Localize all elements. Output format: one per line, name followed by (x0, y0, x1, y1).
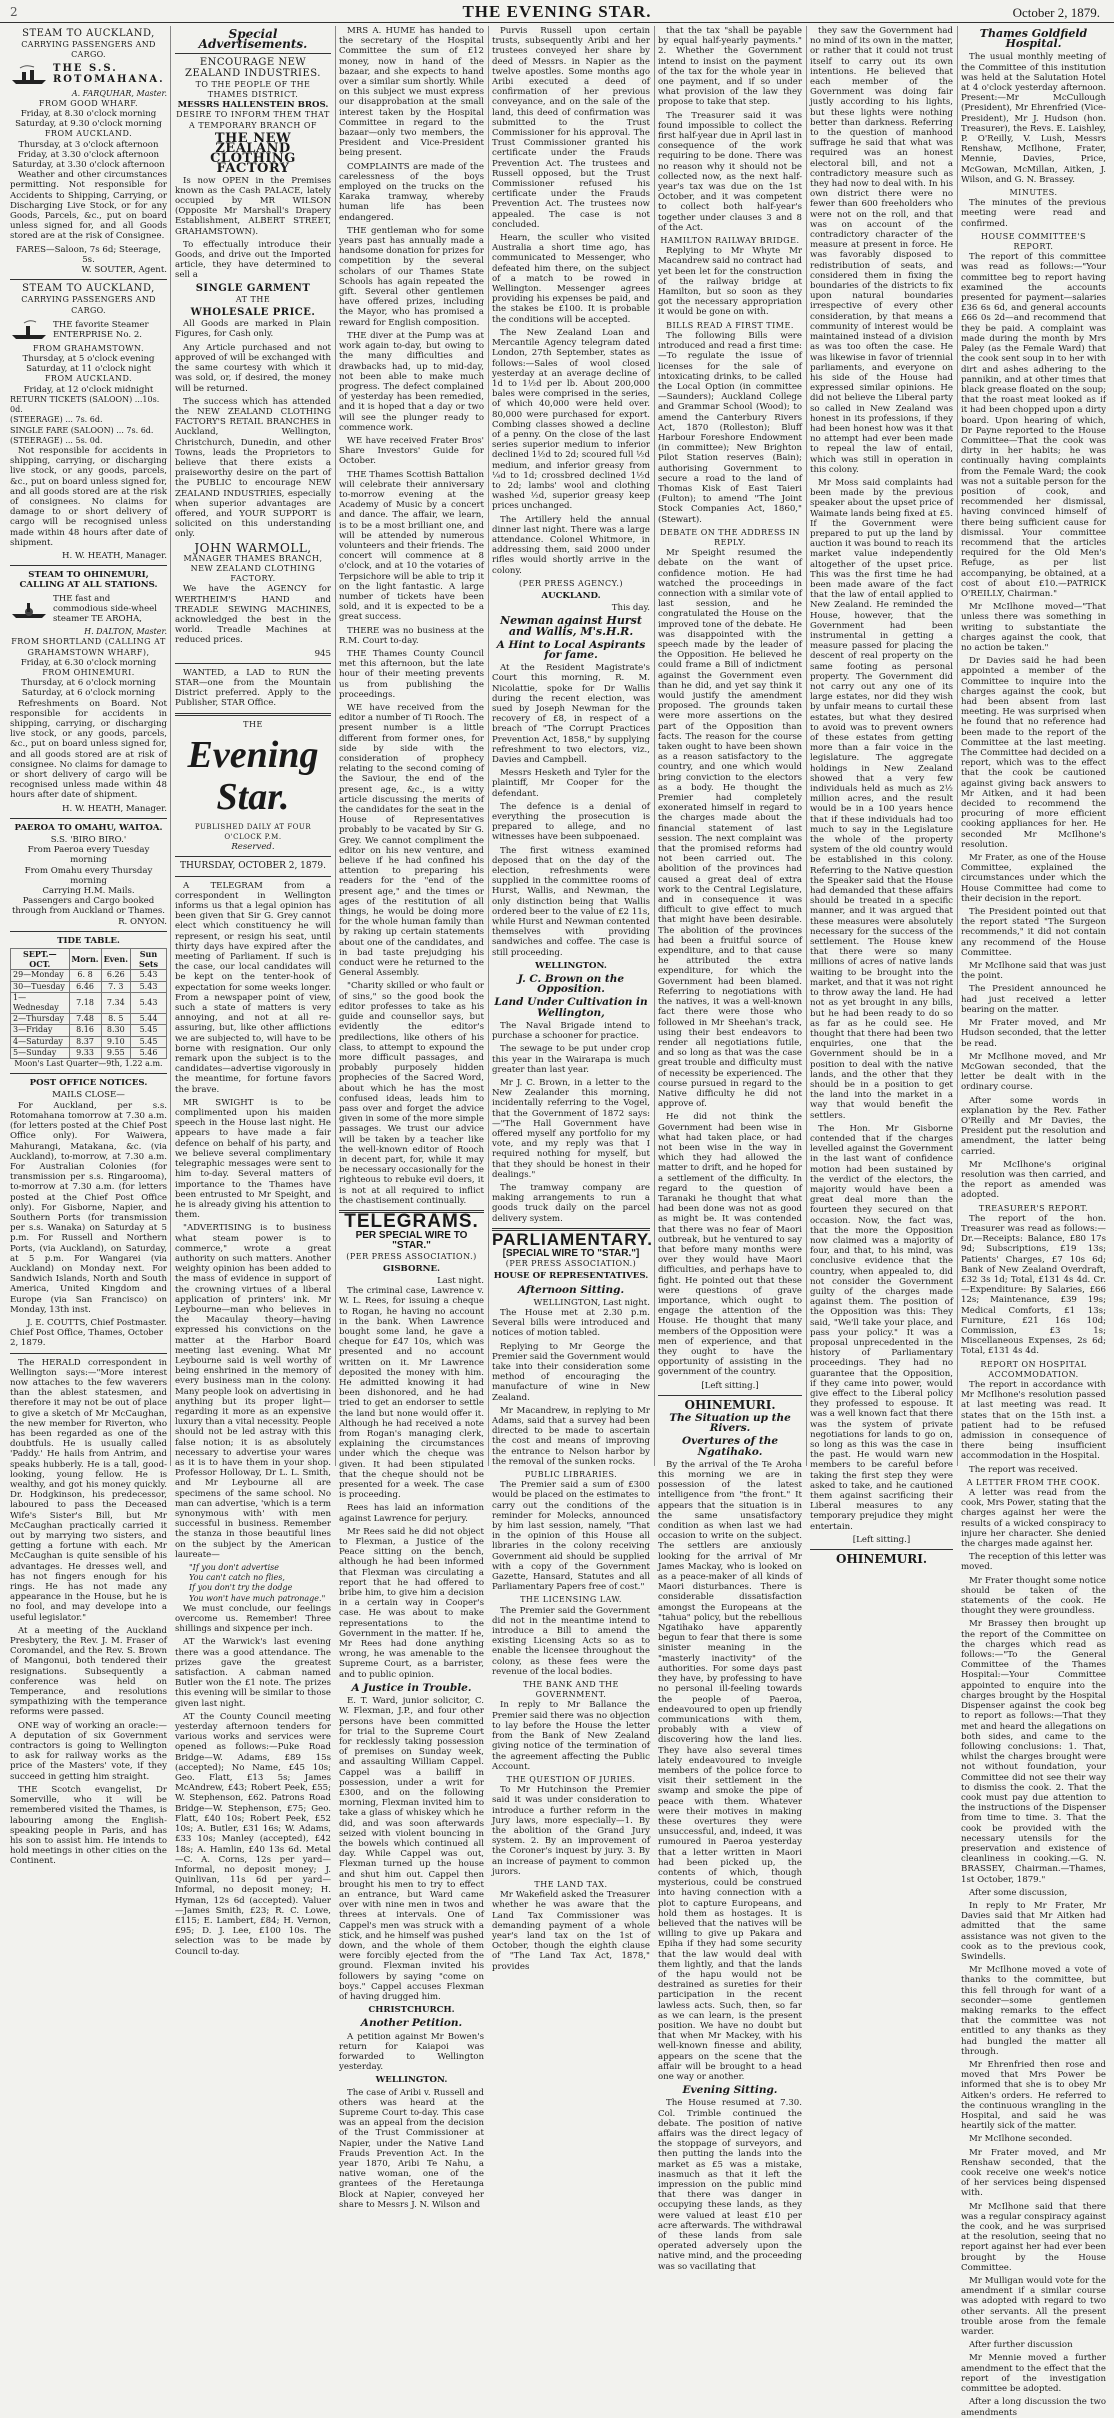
ad-title: PAEROA TO OMAHU, WAITOA. (14, 822, 163, 833)
tide-header: SEPT.—OCT. (11, 949, 70, 970)
tide-table-title: TIDE TABLE. (57, 935, 120, 946)
dateline-time: WELLINGTON, Last night. (533, 1297, 650, 1308)
tide-cell: 5—Sunday (11, 1047, 70, 1058)
divider (10, 818, 167, 819)
topic-heading: MINUTES. (1009, 188, 1058, 198)
article-heading: J. C. Brown on the Opposition. (517, 973, 625, 996)
tide-cell: 5.46 (131, 1047, 167, 1058)
tide-row (11, 1014, 167, 1025)
topic-heading: TREASURER'S REPORT. (978, 1203, 1089, 1213)
parliamentary-subheading: [SPECIAL WIRE TO "STAR."] (502, 1247, 640, 1259)
tide-cell: 5.45 (131, 1036, 167, 1047)
ship-block (10, 594, 167, 625)
article-paragraph: After further discussion (969, 2340, 1073, 2351)
topic-heading: HOUSE COMMITTEE'S REPORT. (980, 231, 1087, 252)
post-office-title: POST OFFICE NOTICES. (29, 1078, 148, 1089)
article-paragraph: Mr Moss said complaints had been made by the previous speaker about the upset price of Waimate lands being fixed at £5. If the Government were prepared to put up the land by auction it was bound to reach its market value independently altogether of the upset price. This was the first time he had been made aware of the fact that the law of entail applied to New Zealand. He reminded the House, however, that the Government had been instrumental in getting a measure passed for placing the descent of real property on the same footing as personal property. The Government did not carry out any one of its large estates, nor did they wish by unfair means to curtail these estates, but what they desired to avoid was to prevent owners of these estates from getting more than a fair voice in the legislature. The aggregate holdings in New Zealand showed that a very few individuals held as much as 2½ million acres, and the result would be in a 100 years hence that if these individuals had too much to say in the Legislature the whole of the property system of the old country would be established in this colony. Referring to the Native question the Speaker said that the House had demanded that these affairs should be treated in a specific manner, and it was argued that these measures were absolutely necessary for the success of the settlement. The House knew that there were so many millions of acres of native lands waiting to be brought into the market, and that it was not right to throw away the land. He had not as yet brought in any bills, but he had been ready to do so as far as he could see. He thought that there had been two enquiries, one that the Government should be in a position to deal with the native lands, and the other that they should be in a position to get the land into the market in a way that would benefit the settlers. (810, 477, 954, 1121)
article-paragraph: Mr Mennie moved a further amendment to the effect that the report of the investigation committee be adopted. (961, 2353, 1106, 2395)
tide-cell: 5.43 (131, 981, 167, 992)
article-paragraph: Mr Ehrenfried then rose and moved that Mrs Power be informed that she is to obey Mr Aitken's orders. He referred to the continuous wrangling in the Hospital, and said he was heartily sick of the matter. (961, 2060, 1106, 2132)
article-paragraph: Mr McIlhone said that there was a regular conspiracy against the cook, and he was surprised at the resolution, seeing that no report against her had ever been brought by the House Committee. (961, 2201, 1106, 2273)
article-paragraph: Mr Macandrew, in replying to Mr Adams, said that a survey had been directed to be made to ascertain the cost and means of improving the entrance to Nelson harbor by the removal of the sunken rocks. (492, 1405, 650, 1467)
article-paragraph: The criminal case, Lawrence v. W. L. Rees, for issuing a cheque to Rogan, he having no account in the bank. When Lawrence bought some land, he gave a cheque for £47 10s, which was presented and no account written on it. Mr Lawrence deposited the money with him. He admitted knowing it had been dishonored, and he had tried to get an endorser to settle the land but none would offer it. Although he had received a note from Rogan's managing clerk, explaining the circumstances under which the cheque was given. It had been stipulated that the cheque should not be presented for a week. The case is proceeding. (339, 1286, 484, 1501)
tide-header: Even. (101, 949, 130, 970)
tide-cell: 7.34 (101, 992, 130, 1013)
article-paragraph: Mr Frater moved, and Mr Hudson seconded, that the letter be read. (961, 1018, 1106, 1049)
ad-factory-name: THE NEW ZEALAND CLOTHING FACTORY (210, 130, 296, 177)
ad-body: Any Article purchased and not approved of will be exchanged with the same courtesy with which it was sold, or, if desired, the money will be returned. (175, 342, 331, 394)
postmaster: J. E. COUTTS, Chief Postmaster. (27, 1317, 167, 1328)
departure-heading: FROM OHINEMURI. (42, 667, 135, 677)
article-paragraph: At a meeting of the Auckland Presbytery, the Rev. J. M. Fraser of Coromandel, and the Rev. S. Brown of Mangonui, both tendered their resignations. Subsequently a conference was held on Temperance, and resolutions sympathizing with the temperance reforms were passed. (10, 1625, 167, 1718)
tide-row (11, 992, 167, 1013)
departure-heading: FROM GRAHAMSTOWN. (32, 343, 145, 353)
ad-manager-title: MANAGER THAMES BRANCH, NEW ZEALAND CLOTHING FACTORY. (183, 553, 323, 584)
article-paragraph: The following Bills were introduced and read a first time:—To regulate the issue of licenses for the sale of intoxicating drinks, to be called the Local Option (in committee—Saunders); Auckland College and Grammar School (Wood); to amend the Canterbury Rivers Act, 1870 (Rolleston); Bluff Harbour Foreshore Endowment (in committee); New Brighton Pilot Station reserves (Bain); authorising Government to secure a road to the land of Thomas Kisk of East Taieri (Fulton); to amend "The Joint Stock Companies Act, 1860," (Stewart). (658, 330, 802, 525)
ad-signature: R. ONYON. (118, 916, 167, 927)
paddle-steamer-icon (10, 598, 48, 620)
divider (10, 931, 167, 932)
column-divider (488, 26, 489, 1466)
page-number: 2 (10, 5, 18, 19)
article-paragraph: The Premier said the Government did not in the meantime intend to introduce a Bill to amend the existing Licensing Acts so as to enable the licensee throughout the colony, as these fees were the revenue of the local bodies. (492, 1605, 650, 1677)
article-paragraph: The President pointed out that the report stated "The Surgeon recommends," it did not contain any recommend of the House Committee. (961, 907, 1106, 958)
article-paragraph: The Premier said a sum of £300 would be placed on the estimates to carry out the conditions of the reminder for Molecks, announced by him last session, namely, "That in the opinion of this House all libraries in the colony receiving Government aid should be supplied with a copy of the Government Gazette, Hansard, Statutes and all Parliamentary Papers free of cost." (492, 1480, 650, 1593)
tide-cell: 2—Thursday (11, 1014, 70, 1025)
telegrams-heading: TELEGRAMS. (344, 1210, 479, 1232)
departure-times: Thursday, at 5 o'clock evening Saturday, at 11 o'clock night (22, 354, 155, 375)
column-3 (339, 26, 484, 2210)
ship-name: THE fast and commodious side-wheel steamer TE AROHA, (53, 593, 158, 624)
article-paragraph: THE Thames County Council met this afternoon, but the late hour of their meeting prevents us from publishing the proceedings. (339, 648, 484, 700)
ad-body: Not responsible for accidents in shipping, carrying, or discharging live stock, or any goods, parcels, &c., put on board unless signed for, and all goods stored are at the risk of consignees. No claims for damage to or short delivery of cargo will be recognised unless made within 48 hours after date of shipment. (10, 445, 167, 548)
article-paragraph: A TELEGRAM from a correspondent in Wellington informs us that a legal opinion has been given that Sir G. Grey cannot elect which constituency he will represent, or resign his seat, until thirty days have expired after the meeting of Parliament. If such is the case, our local candidates will be kept on the tenter-hook of expectation for some weeks longer. From a newspaper point of view, such a state of matters is very annoying, and not at all re-assuring, but, like other afflictions we are subjected to, will have to be borne with resignation. Our only remark upon the subject is to the candidates—advertise vigorously in the meantime, for fortune favors the brave. (175, 880, 331, 1095)
topic-heading: THE LAND TAX. (534, 1879, 608, 1889)
article-paragraph: Mr McIlhone said that was just the point. (961, 961, 1106, 982)
article-paragraph: The House resumed at 7.30. Col. Trimble continued the debate. The position of native affairs was the direct legacy of the stoppage of surveyors, and then putting the lands into the market as £5 was a mistake, inasmuch as that it left the impression on the public mind that there was danger in occupying these lands, as they were valued at least £10 per acre afterwards. The withdrawal of these lands from sale operated adversely upon the native mind, and the proceeding was so vacillating that (658, 2098, 802, 2272)
article-heading: Land Under Cultivation in Wellington, (494, 996, 648, 1019)
article-paragraph: Purvis Russell upon certain trusts, subsequently Aribi and her trustees conveyed her share by deed of Messrs. in Napier as the twelve apostles. Some months ago Aribi executed a deed of confirmation of her previous conveyance, and on the sale of the land, this deed of confirmation was submitted to the Trust Commissioner for his approval. The Trust Commissioner granted his certificate under the Frauds Prevention Act. The trustees and Russell opposed, but the Trust Commissioner refused his certificate under the Frauds Prevention Act. The trustees now appealed. The case is not concluded. (492, 26, 650, 230)
ad-highlight: WHOLESALE PRICE. (190, 307, 316, 319)
ad-title: STEAM TO AUCKLAND, (22, 283, 155, 295)
article-heading: Another Petition. (360, 2017, 463, 2030)
dateline: WELLINGTON. (535, 960, 607, 971)
tide-cell: 3—Friday (11, 1025, 70, 1036)
ship-block (10, 319, 167, 341)
ship-name: S.S. 'BIRO BIRO.' (50, 835, 127, 846)
article-paragraph: The tramway company are making arrangements to run a goods truck daily on the parcel delivery system. (492, 1182, 650, 1224)
divider (175, 856, 331, 857)
article-paragraph: Mr Frater, as one of the House Committee, explained the circumstances under which the House Committee had come to their decision in the report. (961, 853, 1106, 904)
divider (10, 1073, 167, 1074)
article-paragraph: Rees has laid an information against Lawrence for perjury. (339, 1503, 484, 1524)
divider (10, 565, 167, 566)
article-paragraph: A letter was read from the cook, Mrs Power, stating that the charges against her were the results of a wicked conspiracy to injure her character. She denied the charges made against her. (961, 1488, 1106, 1550)
tide-cell: 8.30 (101, 1025, 130, 1036)
article-paragraph: Mr Speight resumed the debate on the want of confidence motion. He had watched the proceedings in connection with a similar vote of last session, and he congratulated the House on the improved tone of the debate. He was disappointed with the speech made by the leader of the Opposition. He believed he could frame a Bill of indictment against the Government even than he did, and yet say think it would justify the amendment proposed. The grounds taken were more assertions on the part of the Opposition than facts. The reason for the course taken ought to have been shown as a reason satisfactory to the country, and one which would bring conviction to the electors as a body. He thought the Premier had completely exonerated himself in regard to the charges made about the financial statement of last session. The next complaint was that the promised reforms had not been carried out. The abolition of the provinces had caused a great deal of extra work to the Central Legislature, and in consequence it was difficult to give effect to much that might have been desirable. The abolition of the provinces had been a fruitful source of expenditure, and to that cause he attributed the extra expenditure, for which the Government had been blamed. Referring to negotiations with the natives, it was a well-known fact there were those who followed in Mr Sheehan's track, using their best endeavors to render all negotiations futile, and so long as that was the case great trouble and difficulty must of necessity be experienced. The course pursued in regard to the Native difficulty he did not approve of. (658, 548, 802, 1110)
article-paragraph: At the Resident Magistrate's Court this morning, R. M. Nicolattie, spoke for Dr Wallis during the recent election, was sued by Joseph Newman for the recovery of £8, in respect of a breach of "The Corrupt Practices Prevention Act, 1858," by supplying refreshment to two electors, viz., Davies and Campbell. (492, 663, 650, 766)
article-paragraph: Mr Wakefield asked the Treasurer whether he was aware that the Land Tax Commissioner was demanding payment of a whole year's land tax on the 1st of October, though the eighth clause of "The Land Tax Act, 1878," provides (492, 1890, 650, 1972)
article-paragraph: The report of the hon. Treasurer was read as follows:—Dr.—Receipts: Balance, £80 17s 9d; Subscriptions, £19 13s; Patients' Charges, £7 10s 6d; Bank of New Zealand Overdraft, £32 3s 1d; Total, £131 4s 4d. Cr.—Expenditure: By Salaries, £66 12s; Maintenance, £39 19s; Medical Comforts, £1 13s; Furniture, £21 16s 10d; Commission, £3 1s; Miscellaneous Expenses, 2s 6d; Total, £131 4s 4d. (961, 1213, 1106, 1357)
article-paragraph: Mr Frater thought some notice should be taken of the statements of the cook. He thought they were groundless. (961, 1575, 1106, 1617)
column-7 (961, 26, 1106, 2418)
tide-cell: 7.48 (69, 1014, 101, 1025)
article-paragraph: Mr J. C. Brown, in a letter to the New Zealander this morning, incidentally referring to the Vogel, that the Government of 1872 says:—"The Hall Government have offered myself any portfolio for my vote, and my reply was that I required nothing for myself, but that they should be honest in their dealings." (492, 1077, 650, 1180)
article-heading: Newman against Hurst and Wallis, M's.H.R. (500, 614, 642, 638)
tide-cell: 9.10 (101, 1036, 130, 1047)
article-paragraph: Mr McIlhone's original resolution was then carried, and the report as amended was adopted. (961, 1159, 1106, 1201)
masthead (0, 0, 1114, 23)
column-2 (175, 26, 331, 1957)
post-office-body: For Auckland, per s.s. Rotomahana tomorrow at 7.30 a.m. (for letters posted at the Chief Post Office only). For Waiwera, Mahurangi, Matakana, &c. (via Auckland), to-morrow, at 7.30 a.m. For Australian Colonies (for transmission per s.s. Ringarooma), to-morrow at 7.30 a.m. (for letters posted at the Chief Post Office only). For Gisborne, Napier, and Southern Ports (for transmission per s.s. Wanaka) on Saturday at 5 p.m. For Russell and Northern Ports, (via Auckland), on Saturday, at 5 p.m. For Wangarei (via Auckland) on Monday next. For Sandwich Islands, North and South America, United Kingdom and Europe (via San Francisco) on Monday, 13th inst. (10, 1100, 167, 1315)
article-paragraph: The case of Aribi v. Russell and others was heard at the Supreme Court to-day. This case was an appeal from the decision of the Trust Commissioner at Napier, under the Native Land Frauds Prevention Act. In the year 1870, Aribi Te Nahu, a native woman, one of the grantees of the Heretaunga Block at Napier, conveyed her share to Messrs J. N. Wilson and (339, 2087, 484, 2210)
article-paragraph: Mr Brassey then brought up the report of the Committee on the charges which read as follows:—"To the General Committee of the Thames Hospital:—Your Committee appointed to enquire into the charges brought by the Hospital Dispenser against the cook beg to report as follows:—That they met and heard the allegations on both sides, and came to the following conclusions: 1. That, whilst the charges brought were not without foundation, your Committee did not see their way to dismiss the cook. 2. That the cook must pay due attention to the instructions of the Dispenser from time to time. 3. That the cook be provided with the necessary utensils for the preservation and existence of cleanliness in cooking.—G. N. BRASSEY, Chairman.—Thames, 1st October, 1879." (961, 1619, 1106, 1885)
departure-times: Friday, at 6.30 o'clock morning (20, 657, 157, 668)
dateline: AUCKLAND. (541, 590, 601, 601)
left-sitting: [Left sitting.] (852, 1534, 911, 1545)
article-paragraph: We must conclude, our feelings overcome us. Remember! Three shillings and sixpence per inch. (175, 1603, 331, 1635)
tide-row (11, 1036, 167, 1047)
telegrams-subheading: PER SPECIAL WIRE TO "STAR." (355, 1230, 468, 1252)
ad-subtitle: CARRYING PASSENGERS AND CARGO. (21, 295, 156, 315)
press-agency: (PER PRESS AGENCY.) (518, 578, 624, 588)
tide-cell: 5.44 (131, 1014, 167, 1025)
ad-title: STEAM TO OHINEMURI, CALLING AT ALL STATIONS. (19, 570, 158, 591)
article-paragraph: The report in accordance with Mr McIlhone's resolution passed at last meeting was read. It states that on the 15th inst. a patient had to be refused admission in consequence of there being insufficient accommodation in the Hospital. (961, 1380, 1106, 1462)
poem: "If you don't advertise You can't catch no flies, If you don't try the dodge You won't have much patronage." (189, 1563, 326, 1603)
article-heading: A Hint to Local Aspirants for fame. (496, 638, 646, 661)
article-paragraph: Mr McIlhone moved a vote of thanks to the committee, but this fell through for want of a seconder—some gentlemen making remarks to the effect that the committee was not entitled to any thanks as they had bungled the matter all through. (961, 1965, 1106, 2057)
article-heading: Overtures of the Ngatihako. (681, 1435, 779, 1458)
ad-manager: H. W. HEATH, Manager. (61, 550, 167, 561)
ad-manager: H. W. HEATH, Manager. (61, 803, 167, 814)
tide-header: Morn. (69, 949, 101, 970)
ad-body: All Goods are marked in Plain Figures, for Cash only. (175, 319, 331, 340)
ship-master: H. DALTON, Master. (84, 627, 167, 637)
press-association: (PER PRESS ASSOCIATION.) (505, 1259, 637, 1269)
parliamentary-heading: PARLIAMENTARY. (492, 1229, 654, 1249)
ad-subtitle: CARRYING PASSENGERS AND CARGO. (21, 40, 156, 60)
ad-body: The success which has attended the NEW ZEALAND CLOTHING FACTORY'S RETAIL BRANCHES in Auckland, Wellington, Christchurch, Dunedin, and other Towns, leads the Proprietors to believe that there exists a praiseworthy desire on the part of the PUBLIC to encourage NEW ZEALAND INDUSTRIES, especially when superior advantages are offered, and YOUR SUPPORT is solicited on this understanding only. (175, 396, 331, 540)
divider (175, 663, 331, 664)
article-paragraph: After some words in explanation by the Rev. Father O'Reilly and Mr Davies, the President put the resolution and amendment, the latter being carried. (961, 1095, 1106, 1157)
tide-row (11, 1025, 167, 1036)
article-paragraph: The defence is a denial of everything the prosecution is prepared to allege, and no witnesses have been subpoenaed. (492, 801, 650, 843)
tide-header-row (11, 949, 167, 970)
tide-row (11, 970, 167, 981)
column-divider (806, 26, 807, 1466)
article-paragraph: ONE way of working an oracle:—A deputation of six Government contractors is going to Wellington to ask for railway works as the price of the Masters' vote, if they succeed in getting him straight. (10, 1720, 167, 1782)
article-paragraph: Messrs Hesketh and Tyler for the plaintiff, Mr Cooper for the defendant. (492, 768, 650, 799)
ship-name: THE favorite Steamer ENTERPRISE No. 2. (53, 319, 149, 340)
column-1 (10, 26, 167, 1867)
departure-times: Friday, at 12 o'clock midnight (23, 384, 154, 395)
article-paragraph: THE gentleman who for some years past has annually made a handsome donation for prizes for competition by the several scholars of our Thames State Schools has again repeated the gift. Several other gentlemen have offered prizes, including the Mayor, who has promised a reward for English composition. (339, 225, 484, 328)
post-office-subtitle: MAILS CLOSE— (52, 1090, 125, 1101)
ad-subtitle: DESIRE TO INFORM THEM THAT A TEMPORARY BRANCH OF (176, 110, 330, 130)
article-paragraph: E. T. Ward, junior solicitor, C. W. Flexman, J.P., and four other persons have been committed for trial to the Supreme Court for recklessly taking possession of premises on Sunday week, and assaulting William Cappel. Cappel was a bailiff in possession, under a writ for £300, and on the following morning, Flexman invited him to take a glass of whiskey which he did, and was soon afterwards seized with violent bouncing in the bowels which continued all day. While Cappel was out, Flexman turned up the house and shut him out. Cappel then brought his men to try to effect an entrance, but Ward came over with nine men in twos and threes at intervals. One of Cappel's men was struck with a stick, and he himself was pushed down, and the whole of them were forcibly ejected from the ground. Flexman invited his followers by saying "come on boys." Cappel accuses Flexman of having drugged him. (339, 1696, 484, 2002)
ohinemuri-heading: OHINEMURI. (835, 1552, 928, 1567)
topic-heading: THE QUESTION OF JURIES. (506, 1774, 636, 1784)
article-paragraph: WE have received from the editor a number of Ti Rooch. The present number is a little different from former ones, for side by side with the consideration of prophecy relating to the second coming of the Saviour, the end of the present age, &c., is a witty article discussing the merits of the candidates for the seat in the House of Representatives probably to be vacated by Sir G. Grey. We cannot compliment the editor on his new venture, and believe if he had confined his attention to preparing his readers for the "end of the present age," and the times or ages of the restitution of all things, he would be doing more for the whole human family than by raking up certain statements about one of the candidates, and in bad taste prejudging his conduct were he returned to the General Assembly. (339, 703, 484, 979)
column-6 (810, 26, 954, 1567)
fare-table: RETURN TICKETS (SALOON) ...10s. 0d. (STEERAGE) ... 7s. 6d. SINGLE FARE (SALOON) ... 7s. 6d. (STEERAGE) ... 5s. 0d. (10, 394, 160, 445)
article-paragraph: The first witness examined deposed that on the day of the election, refreshments were supplied in the committee rooms of Hurst, Wallis, and Newman, the only distinction being that Wallis ordered beer to the value of £2 11s, while Hurst and Newman contented themselves with providing sandwiches and coffee. The case is still proceeding. (492, 845, 650, 958)
article-paragraph: The New Zealand Loan and Mercantile Agency telegram dated London, 27th September, states as follows:—Sales of wool closed yesterday at an average decline of 1d to 1½d per lb. About 200,000 bales were comprised in the series, of which 40,000 were held over. 80,000 were purchased for export. Combing classes showed a decline of a penny. On the close of the last series superior medium to inferior declined 1½d to 2d; scoured full ½d medium, and inferior greasy from ¼d to 1d; crossbred declined 1½d to 2d; lambs' wool and clothing washed ½d, superior greasy keep prices unchanged. (492, 327, 650, 512)
article-heading: The Situation up the Rivers. (669, 1412, 791, 1435)
column-4 (492, 26, 654, 1972)
wanted-ad: WANTED, a LAD to RUN the STAR—one from the Mountain District preferred. Apply to the Publisher, STAR Office. (175, 667, 331, 709)
article-paragraph: "ADVERTISING is to business what steam power is to commerce," wrote a great authority on such matters. Another weighty opinion has been added to the mass of evidence in support of the crowning virtues of a liberal application of printers' ink. Mr Leybourne—man who believes in the Macaulay theory—having expressed his convictions on the matter at the Harbor Board meeting last evening. What Mr Leybourne said is well worthy of being enshrined in the memory of every business man in the colony. Many people look on advertising in anything but its proper light—regarding it more as an expensive luxury than a vital necessity. People should not be led astray with this false notion; it is as absolutely necessary to advertise your wares as it is to have them in your shop. Professor Holloway, Dr L. L. Smith, and Mr Leybourne all are specimens of the same school. No man can advertise, 'which is a term synonymous with' with men successful in business. Remember the stanza in those beautiful lines on the subject by the American laureate— (175, 1223, 331, 1560)
article-paragraph: THE Thames Scottish Battalion will celebrate their anniversary to-morrow evening at the Academy of Music by a concert and dance. The affair, we learn, is to be a most brilliant one, and will be attended by numerous volunteers and their friends. The concert will commence at 8 o'clock, and at 10 the votaries of Terpsichore will be able to trip it on the light fantastic. A large number of tickets have been sold, and it is expected to be a great success. (339, 469, 484, 623)
column-divider (335, 26, 336, 1466)
article-paragraph: Replying to Mr George the Premier said the Government would take into their consideration some method of encouraging the manufacture of wine in New Zealand. (492, 1341, 651, 1403)
newspaper-title: THE EVENING STAR. (462, 2, 652, 21)
hospital-heading: Thames Goldfield Hospital. (979, 27, 1088, 51)
article-paragraph: WE have received Frater Bros' Share Investors' Guide for October. (339, 435, 484, 467)
tide-header: Sun Sets (131, 949, 167, 970)
topic-heading: PUBLIC LIBRARIES. (524, 1470, 618, 1480)
ad-company: MESSRS HALLENSTEIN BROS. (177, 100, 329, 111)
article-paragraph: THE Scotch evangelist, Dr Somerville, who it will be remembered visited the Thames, is labouring among the English-speaking people in Paris, and has his son to assist him. He intends to hold meetings in other cities on the Continent. (10, 1784, 167, 1867)
ad-body: Refreshments on Board. Not responsible for accidents in shipping, carrying, or discharging live stock, or any goods, parcels, &c., put on board unless signed for, and all goods stored are at risk of consignee. No claims for damage to or short delivery of cargo will be recognised unless made within 48 hours after date of shipment. (10, 698, 167, 801)
tide-cell: 6.46 (69, 981, 101, 992)
tide-cell: 9.33 (69, 1047, 101, 1058)
dateline-time: Last night. (437, 1275, 484, 1286)
article-paragraph: Hearn, the sculler who visited Australia a short time ago, has communicated to Messenger, who defeated him there, on the subject of a match to be rowed in Wellington. Messenger agrees providing his expenses be paid, and the stakes be £100. It is probable the conditions will be accepted. (492, 233, 650, 325)
article-paragraph: The usual monthly meeting of the Committee of this institution was held at the Salutation Hotel at 4 o'clock yesterday afternoon. Present:—Mr McCullough (President), Mr Ehrenfried (Vice-President), Mr J. Hudson (hon. Treasurer), the Revs. E. Laishley, P. O'Reilly, V. Lush, Messrs Renshaw, McIlhone, Frater, Mennie, Davies, Price, McGowan, McMillan, Aitken, J. Wilson, and G. N. Brassey. (961, 52, 1106, 185)
article-paragraph: Mr McIlhone seconded. (969, 2134, 1073, 2145)
issue-date: October 2, 1879. (1012, 5, 1100, 20)
tide-cell: 6. 8 (69, 970, 101, 981)
house-heading: HOUSE OF REPRESENTATIVES. (493, 1271, 649, 1282)
paper-the: THE (243, 719, 263, 729)
tide-cell: 5.43 (131, 992, 167, 1013)
article-paragraph: The HERALD correspondent in Wellington says:—"More interest now attaches to the few waverers than the ablest statesmen, and therefore it may not be out of place to give a sketch of Mr McCaughan, the new member for Riverton, who has been regarded as one of the doubtfuls. He is usually called 'Paddy.' He hails from Antrim, and speaks hubberly. He is a tall, good-looking, young fellow. He is wealthy, and got his money quickly. Dr. Hodgkinson, his predecessor, laboured to pass the Deceased Wife's Sister's Bill, but Mr McCaughan practically carried it out by marrying two sisters, and getting a fortune with each. Mr McCaughan is quite sensible of his advantages. He dresses well, and has not fingers enough for his rings. He has not made any appearance in the House, but he is no fool, and may develope into a useful legislator." (10, 1357, 167, 1623)
editorial-date: THURSDAY, OCTOBER 2, 1879. (180, 861, 326, 872)
topic-heading: THE LICENSING LAW. (520, 1595, 622, 1605)
article-heading: A Justice in Trouble. (351, 1681, 472, 1694)
tide-table (10, 948, 167, 1059)
tide-cell: 5.45 (131, 1025, 167, 1036)
article-paragraph: The sewage to be put under crop this year in the Wairarapa is much greater than last year. (492, 1044, 650, 1075)
left-sitting: [Left sitting.] (701, 1380, 759, 1391)
article-paragraph: THE diver at the Pump was at work again to-day, but owing to the many difficulties and drawbacks had, up to mid-day, not been able to make much progress. The defect complained of yesterday has been remedied, and it is hoped that a day or two will see the plunger ready to commence work. (339, 330, 484, 433)
column-divider (654, 26, 655, 1466)
article-paragraph: The Treasurer said it was found impossible to collect the first half-year due in April last in consequence of the work requiring to be done. There was no reason why it should not be collected now, as the next half-year's tax was due on the 1st October, and it was competent to collect both half-year's together under clauses 3 and 8 of the Act. (658, 110, 802, 233)
dateline: GISBORNE. (382, 1263, 440, 1274)
tide-cell: 7.18 (69, 992, 101, 1013)
ad-body: To effectually introduce their Goods, and drive out the Imported article, they have determined to sell a (175, 239, 331, 281)
departure-times: Thursday, at 3 o'clock afternoon Friday, at 3.30 o'clock afternoon Saturday, at 3.30 o'clock afternoon (12, 139, 165, 171)
publication-note: PUBLISHED DAILY AT FOUR O'CLOCK P.M. (194, 822, 312, 841)
column-divider (957, 26, 958, 1466)
topic-heading: DEBATE ON THE ADDRESS IN REPLY. (660, 527, 800, 547)
dateline-time: This day. (611, 603, 650, 614)
ad-agent: W. SOUTER, Agent. (81, 265, 167, 276)
article-paragraph: The Hon. Mr Gisborne contended that if the charges levelled against the Government in the last want of confidence motion had been sustained by the verdict of the electors, the majority would have been a great deal more than the fourteen they secured on that occasion. Now, the fact was, that the more the Opposition now claimed was a majority of four, and that, to his mind, was conclusive evidence that the country, when appealed to, did not consider the Government guilty of the charges made against them. The position of the Opposition was this: They said, "We'll take your place, and pass your policy." It was a proposal unprecedented in the history of Parliamentary proceedings. They had no guarantee that the Opposition, if they came into power, would give effect to the Liberal policy they professed to espouse. It was a well known fact that there was the system of private negotiations for lands to go on, so long as this was the case in the past. He would warn new members to be careful before taking the first step they were asked to take, and he cautioned them against sacrificing their Liberal measures to any temporary prejudice they might entertain. (810, 1123, 953, 1532)
ad-highlight: AT THE (235, 294, 271, 304)
ad-body: Is now OPEN in the Premises known as the Cash PALACE, lately occupied by MR WILSON (Opposite Mr Marshall's Drapery Establishment, ALBERT STREET, GRAHAMSTOWN). (175, 175, 331, 237)
article-paragraph: The minutes of the previous meeting were read and confirmed. (961, 198, 1106, 229)
topic-heading: REPORT ON HOSPITAL ACCOMMODATION. (980, 1359, 1087, 1379)
article-paragraph: Mr Frater moved, and Mr Renshaw seconded, that the cook receive one week's notice of her services being dispensed with. (961, 2147, 1106, 2199)
topic-heading: HAMILTON RAILWAY BRIDGE. (660, 236, 800, 246)
tide-cell: 8.16 (69, 1025, 101, 1036)
tide-cell: 30—Tuesday (11, 981, 70, 992)
tide-cell: 8.37 (69, 1036, 101, 1047)
ship-block (10, 64, 167, 86)
divider (175, 53, 331, 54)
sitting-heading: Evening Sitting. (682, 2084, 778, 2097)
tide-cell: 5.43 (131, 970, 167, 981)
article-paragraph: "Charity skilled or who fault or of sins," so the good book the editor professes to take as his guide and counsellor says, but evidently the editor's predilections, like others of his class, to attempt to expound the more difficult passages, and probably purposely hidden prophecies of the Sacred Word, about which he has the most confused ideas, leads him to pass over and forget the advice given in some of the more simple passages. We trust our advice will be taken by a teacher like the well-known editor of Rooch in decent part, for, while it may be necessary occasionally for the righteous to rebuke evil doers, it is not at all required to inflict the chastisement continually. (339, 981, 484, 1206)
ad-subtitle: TO THE PEOPLE OF THE THAMES DISTRICT. (195, 79, 311, 100)
article-paragraph: To Mr Hutchinson the Premier said it was under consideration to introduce a further reform in the Jury laws, more especially—1. By the abolition of the Grand Jury system. 2. By an improvement of the Coroner's inquest by jury. 3. By an increase of payment to common jurors. (492, 1785, 650, 1877)
topic-heading: THE BANK AND THE GOVERNMENT. (523, 1680, 619, 1700)
departure-times: Thursday, at 6 o'clock morning Saturday, at 6 o'clock morning (21, 678, 156, 699)
column-5 (658, 26, 802, 2272)
article-paragraph: COMPLAINTS are made of the carelessness of the boys employed on the trucks on the Karaka tramway, whereby human life has been endangered. (339, 161, 484, 223)
article-paragraph: After a long discussion the two amendments (961, 2397, 1106, 2418)
article-paragraph: Mr Mulligan would vote for the amendment if a similar course was adopted with regard to two other servants. All the present trouble arose from the female warder. (961, 2276, 1106, 2338)
divider (175, 876, 331, 877)
ad-body: From Paeroa every Tuesday morning From Omahu every Thursday morning Carrying H.M. Mails. Passengers and Cargo booked through from Auckland or Thames. (11, 845, 166, 917)
topic-heading: BILLS READ A FIRST TIME. (666, 320, 794, 330)
sitting-heading: Afternoon Sitting. (517, 1283, 625, 1296)
tide-cell: 4—Saturday (11, 1036, 70, 1047)
divider (658, 1395, 802, 1396)
tide-row (11, 981, 167, 992)
ad-number: 945 (314, 648, 331, 659)
article-paragraph: The report was received. (969, 1464, 1078, 1475)
article-paragraph: The reception of this letter was moved. (961, 1552, 1106, 1573)
divider (10, 1353, 167, 1354)
article-paragraph: After some discussion, (969, 1887, 1068, 1898)
dateline: CHRISTCHURCH. (368, 2005, 455, 2016)
article-paragraph: AT the County Council meeting yesterday afternoon tenders for various works and services were opened as follows:—Puke Road Bridge—W. Adams, £89 15s (accepted); No Name, £45 10s; Geo. Flatt, £13 5s; James McAndrew, £43; Robert Peek, £55; W. Stephenson, £62. Patrons Road Bridge—W. Stephenson, £75; Geo. Flatt, £40 10s; Robert Peek, £52 10s; A. Butler, £31 16s; W. Adams, £33 10s; Manley (accepted), £42 18s; A. Hamlin, £40 13s 6d. Metal—C. A. Corns, 12s per yard—Informal, no deposit money; J. Quinlivan, 11s 6d per yard—Informal, no deposit money; H. Hyman, 12s 6d (accepted). Valuer—James Smith, £23; R. C. Lowe, £115; E. Lambert, £84; H. Vernon, £95; D. J. Lee, £100 10s. The selection was to be made by Council to-day. (175, 1711, 331, 1957)
tide-cell: 8. 5 (101, 1014, 130, 1025)
article-paragraph: Mr McIlhone moved, and Mr McGowan seconded, that the letter be dealt with in the ordinary course. (961, 1051, 1106, 1093)
ship-name: THE S.S. ROTOMAHANA. (53, 63, 165, 85)
tide-cell: 7. 3 (101, 981, 130, 992)
article-paragraph: The report of this committee was read as follows:—"Your committee beg to report having examined the accounts presented for payment—salaries £36 6s 6d, and general accounts £66 0s 2d—and recommend that they be paid. A complaint was made during the month by Mrs Paley (as the Female Ward) that the cook sent soup in to her with dirt and ashes adhering to the pannikin, and at other times that black grease floated on the soup; that the roast meat looked as if it had been chopped upon a dirty board. Upon hearing of which, Dr Payne reported to the House Committee—That the cook was dirty in her habits; he was continually having complaints from the Female Ward; the cook was not a suitable person for the position of cook, and recommended her dismissal, having convinced himself of there being sufficient cause for dismissal. Your committee recommend that the articles required for the Old Men's Refuge, as per list accompanying, be obtained, at a cost of about £10.—PATRICK O'REILLY, Chairman." (961, 252, 1106, 599)
tide-rows (11, 970, 167, 1059)
reserved-note: Reserved. (231, 842, 275, 853)
article-paragraph: THERE was no business at the R.M. Court to-day. (339, 625, 484, 646)
article-paragraph: they saw the Government had no mind of its own in the matter, or rather that it could not trust itself to carry out its own intentions. He believed that each member of the Government was doing fair justly according to his lights, but these lights were nothing better than darkness. Referring to the question of manhood suffrage he said that what was required was an honest electoral bill, and not a contradictory measure such as they had now to deal with. In his own district there were no fewer than 600 freeholders who were not on the roll, and that was on account of the contradictory character of the measure at present in force. He was favorably disposed to redistribution of seats, and considered them in fixing the boundaries of the districts to fix upon natural boundaries irrespective of every other consideration, by that means a community of interest would be maintained instead of a division as was too often the case. He was likewise in favor of triennial parliaments, and everyone on his side of the House had expressed similar opinions. He did not believe the Liberal party so called in New Zealand was honest in its professions, if they had been honest how was it that no attempt had ever been made to repeal the law of entail, which was still in operation in this colony. (810, 26, 953, 475)
ad-body: Weather and other circumstances permitting. Not responsible for Accidents to Shipping, Carrying, or Discharging Live Stock, or for any Goods, Parcels, &c., put on board unless signed for, and all Goods stored are at the risk of Consignee. (10, 170, 167, 242)
ad-highlight: SINGLE GARMENT (195, 282, 311, 294)
column-divider (170, 26, 171, 1466)
article-paragraph: MRS A. HUME has handed to the secretary of the Hospital Committee the sum of £12 money, now in hand of the bazaar, and she expects to hand over a similar sum shortly. While on this subject we must express our disapprobation at the small interest taken by the Hospital Committee in regard to the bazaar—only two members, the President and Vice-President being present. (339, 26, 484, 159)
article-paragraph: The Naval Brigade intend to purchase a schooner for practice. (492, 1020, 650, 1042)
article-paragraph: By the arrival of the Te Aroha this morning we are in possession of the latest intelligence from "the front." It appears that the situation is in the same unsatisfactory condition as when last we had occasion to write on the subject. The settlers are anxiously looking for the arrival of Mr James Mackay, who is looked on as a peace-maker of all kinds of Maori disturbances. There is considerable dissatisfaction amongst the Europeans at the "tahua" policy, but the rebellious Ngatihako have apparently begun to fear that there is some sinister meaning in the "masterly inactivity" of the authorities. For some days past they have, by professing to have no personal ill-feeling towards the people of Paeroa, endeavoured to open up friendly communications with them, probably with a view of discovering how the land lies. They have also several times lately endeavoured to inveigle members of the police force to visit their settlement in the swamp and smoke the pipe of peace with them. Whatever were their motives in making these overtures they were unsuccessful, and, indeed, it was rumoured in Paeroa yesterday that a letter written in Maori had been picked up, the contents of which, though mysterious, could be construed into having connection with a plot to capture Europeans, and hold them as hostages. It is believed that the natives will be willing to give up Pakara and Epiha if they had some security that the law would deal with them lightly, and that the lands of the hapu would not be destrained as sureties for their participation in the recent lawless acts. Such, then, so far as we can learn, is the present position. We have no doubt but that when Mr Mackey, with his well-known finesse and ability, appears on the scene that the affair will be brought to a head one way or another. (658, 1459, 802, 2083)
article-paragraph: In reply to Mr Frater, Mr Davies said that Mr Aitken had admitted that the same assistance was not given to the cook as to the previous cook, Swindells. (961, 1900, 1106, 1962)
ad-manager-name: JOHN WARMOLL, (194, 540, 312, 555)
tide-row (11, 1047, 167, 1058)
divider (810, 1549, 953, 1550)
ohinemuri-heading: OHINEMURI. (684, 1397, 776, 1412)
press-association: (PER PRESS ASSOCIATION.) (346, 1251, 477, 1261)
special-ads-heading: Special Advertisements. (198, 27, 308, 52)
ad-title: STEAM TO AUCKLAND, (22, 28, 155, 39)
departure-heading: FROM AUCKLAND. (44, 374, 133, 384)
article-paragraph: Dr Davies said he had been appointed a member of the Committee to inquire into the charges against the cook, but had been absent from last meeting. He was surprised when he found that no reference had been made to the report of the Committee at the last meeting. The Committee had decided on a report, which was to the effect that the cook be cautioned against giving back answers to Mr Aitken, and it had been decided to recommend the procuring of more efficient cooking appliances for her. He seconded Mr McIlhone's resolution. (961, 656, 1106, 850)
article-paragraph: Replying to Mr Whyte Mr Macandrew said no contract had yet been let for the construction of the railway bridge at Hamilton, but so soon as they got the necessary appropriation it would be gone on with. (658, 246, 802, 318)
departure-heading: FROM AUCKLAND. (44, 129, 133, 139)
article-paragraph: He did not think the Government had been wise in what had taken place, or had not been wise in the way in which they had allowed the matter to drift, and he hoped for a settlement of the difficulty. In regard to the question of Taranaki he thought that what had been done was not as good as might be. It was contended that there was no fear of Maori outbreak, but he ventured to say that before many months were over they would have Maori difficulties, and perhaps have to fight. He pointed out that these were questions of grave importance, which ought to engage the attention of the House. He thought that many members of the Opposition were men of experience, and that they ought to have the opportunity of assisting in the government of the country. (658, 1112, 802, 1378)
article-paragraph: AT the Warwick's last evening there was a good attendance. The prizes gave the greatest satisfaction. A cabman named Butler won the £1 note. The prizes this evening will be similar to those given last night. (175, 1637, 331, 1709)
ad-title: ENCOURAGE NEW ZEALAND INDUSTRIES. (185, 57, 321, 79)
tide-cell: 29—Monday (11, 970, 70, 981)
divider (175, 713, 331, 716)
paper-nameplate: Evening Star. (187, 733, 319, 818)
departure-times: Friday, at 8.30 o'clock morning Saturday, at 9.30 o'clock morning (15, 109, 162, 130)
departure-heading: FROM GOOD WHARF. (38, 98, 139, 108)
article-paragraph: In reply to Mr Ballance the Premier said there was no objection to lay before the House the letter from the Bank of New Zealand giving notice of the termination of the agreement affecting the Public Account. (492, 1700, 650, 1772)
article-paragraph: Mr Rees said he did not object to Flexman, a Justice of the Peace sitting on the bench, although he had been informed that Flexman was circulating a report that he had offered to bribe him, to give him a decision in a certain way in Cooper's case. He was about to make representations to the Government in the matter. If he, Mr Rees had done anything wrong, he was amenable to the Supreme Court, as a barrister, and to public opinion. (339, 1526, 484, 1680)
article-paragraph: The President announced he had just received a letter bearing on the matter. (961, 984, 1106, 1015)
article-paragraph: The House met at 2.30 p.m. Several bills were introduced and notices of motion tabled. (492, 1307, 650, 1339)
tide-cell: 6.26 (101, 970, 130, 981)
ad-body: We have the AGENCY for WERTHEIM'S HAND and TREADLE SEWING MACHINES, acknowledged the best in the world. Treadle Machines at reduced prices. (175, 584, 331, 646)
steamship-icon (10, 64, 48, 86)
topic-heading: A LETTER FROM THE COOK. (966, 1477, 1101, 1487)
article-paragraph: Mr McIlhone moved—"That unless there was something in writing to substantiate the charges against the cook, that no action be taken." (961, 602, 1106, 653)
tide-cell: 9.55 (101, 1047, 130, 1058)
departure-heading: FROM SHORTLAND (CALLING AT GRAHAMSTOWN WHARF), (11, 637, 166, 657)
tide-cell: 1—Wednesday (11, 992, 70, 1013)
fares: FARES—Saloon, 7s 6d; Steerage, 5s. (15, 244, 162, 265)
article-paragraph: The Artillery held the annual dinner last night. There was a large attendance. Colonel Whitmore, in addressing them, said 2000 under rifles would shortly arrive in the colony. (492, 514, 650, 576)
moon-phase: Moon's Last Quarter—9th, 1.22 a.m. (14, 1059, 163, 1069)
steamship-icon (10, 319, 48, 341)
dateline: WELLINGTON. (375, 2075, 448, 2086)
ship-master: A. FARQUHAR, Master. (71, 88, 167, 98)
article-paragraph: MR SWIGHT is to be complimented upon his maiden speech in the House last night. He appears to have made a fair defence on behalf of his party, and we believe several complimentary telegraphic messages were sent to him to-day. Several matters of importance to the Thames have been entrusted to Mr Speight, and he is already giving his attention to them. (175, 1097, 331, 1221)
article-paragraph: that the tax "shall be payable by equal half-yearly payments." 2. Whether the Government intend to insist on the payment of the tax for the whole year in one payment, and if so under what provision of the law they propose to take that step. (658, 26, 802, 108)
article-paragraph: A petition against Mr Bowen's return for Kaiapoi was forwarded to Wellington yesterday. (339, 2031, 484, 2073)
divider (10, 279, 167, 280)
post-office-date: Chief Post Office, Thames, October 2, 1879. (10, 1328, 164, 1349)
